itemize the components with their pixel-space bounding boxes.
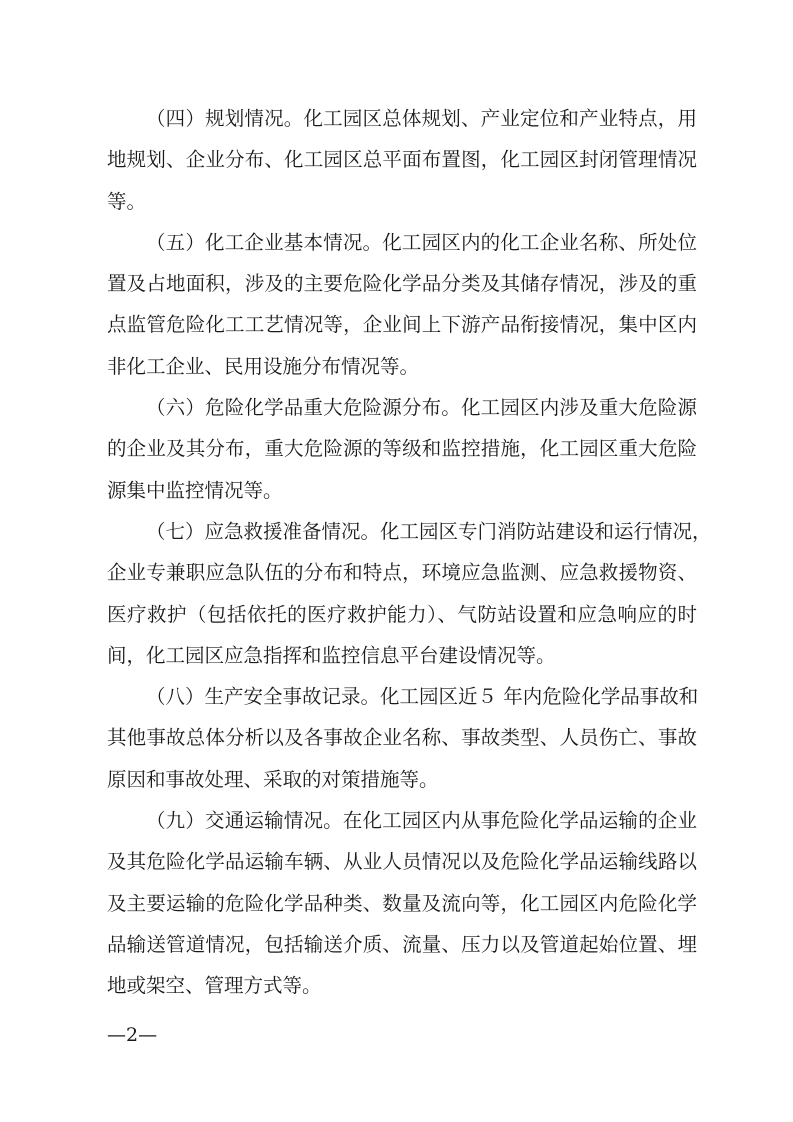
- paragraph: [107, 511, 712, 676]
- text-line: 品输送管道情况，包括输送介质、流量、压力以及管道起始位置、埋: [107, 932, 697, 956]
- text-line: （六）危险化学品重大危险源分布。化工园区内涉及重大危险源: [146, 396, 697, 420]
- document-body: [107, 98, 712, 1007]
- text-line: （四）规划情况。化工园区总体规划、产业定位和产业特点，用: [146, 107, 697, 130]
- paragraph: [107, 387, 697, 511]
- paragraph: [107, 222, 697, 387]
- page-number: —2—: [107, 1024, 158, 1046]
- text-line: 非化工企业、民用设施分布情况等。: [107, 354, 420, 378]
- text-line: （七）应急救援准备情况。化工园区专门消防站建设和运行情况，: [146, 519, 712, 543]
- text-line: 置及占地面积，涉及的主要危险化学品分类及其储存情况，涉及的重: [107, 272, 697, 296]
- text-line: 医疗救护（包括依托的医疗救护能力）、气防站设置和应急响应的时: [107, 602, 697, 626]
- text-line: 企业专兼职应急队伍的分布和特点，环境应急监测、应急救援物资、: [107, 561, 697, 585]
- text-line: 点监管危险化工工艺情况等，企业间上下游产品衔接情况，集中区内: [107, 313, 697, 337]
- text-line: （五）化工企业基本情况。化工园区内的化工企业名称、所处位: [146, 230, 697, 254]
- paragraph: [107, 98, 697, 222]
- text-line: 地规划、企业分布、化工园区总平面布置图，化工园区封闭管理情况: [107, 148, 697, 172]
- text-line: 等。: [107, 189, 147, 213]
- text-line: 间，化工园区应急指挥和监控信息平台建设情况等。: [107, 643, 556, 667]
- paragraph: [107, 800, 697, 1006]
- text-line: 及主要运输的危险化学品种类、数量及流向等，化工园区内危险化学: [107, 891, 697, 915]
- text-line: 原因和事故处理、采取的对策措施等。: [107, 767, 439, 791]
- text-line: 地或架空、管理方式等。: [107, 974, 322, 998]
- text-line: （九）交通运输情况。在化工园区内从事危险化学品运输的企业: [146, 809, 697, 833]
- text-line: 及其危险化学品运输车辆、从业人员情况以及危险化学品运输线路以: [107, 850, 697, 874]
- paragraph: [107, 676, 697, 800]
- text-line: 源集中监控情况等。: [107, 478, 283, 502]
- text-line: 的企业及其分布，重大危险源的等级和监控措施，化工园区重大危险: [107, 437, 697, 461]
- text-line: 其他事故总体分析以及各事故企业名称、事故类型、人员伤亡、事故: [107, 726, 697, 750]
- text-line: （八）生产安全事故记录。化工园区近５ 年内危险化学品事故和: [146, 685, 699, 709]
